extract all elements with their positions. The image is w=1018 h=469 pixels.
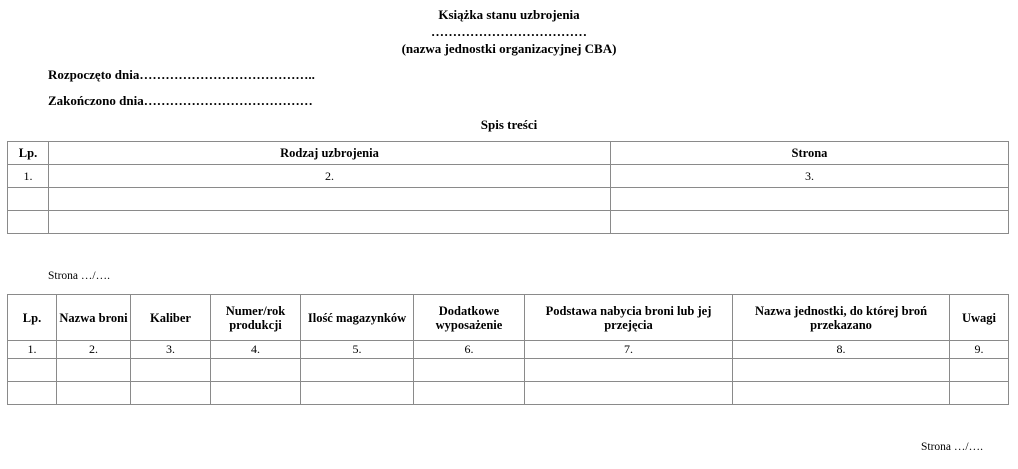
table-cell [733,359,950,382]
table-cell [8,359,57,382]
col-num: 3. [131,341,211,359]
table-cell [301,382,414,405]
table-cell [49,211,611,234]
col-num: 9. [950,341,1009,359]
col-num: 2. [57,341,131,359]
col-equipment: Dodatkowe wyposażenie [414,295,525,341]
col-magazine-count: Ilość magazynków [301,295,414,341]
table-cell [8,188,49,211]
table-cell [8,211,49,234]
table-cell [211,382,301,405]
document-title: Książka stanu uzbrojenia [438,7,580,22]
toc-title: Spis treści [480,117,538,132]
inventory-header-row [8,295,1009,341]
col-num: 4. [211,341,301,359]
table-cell [950,382,1009,405]
col-num: 5. [301,341,414,359]
toc-num-1: 1. [8,165,49,188]
toc-col-page: Strona [611,142,1009,165]
table-cell [525,382,733,405]
table-cell [950,359,1009,382]
unit-name-caption: (nazwa jednostki organizacyjnej CBA) [401,41,617,56]
col-num: 1. [8,341,57,359]
table-cell [611,211,1009,234]
table-cell [49,188,611,211]
toc-col-type: Rodzaj uzbrojenia [49,142,611,165]
table-cell [611,188,1009,211]
inventory-empty-row [8,359,1009,382]
page-number-label-1: Strona …/…. [48,270,110,282]
ended-date-field: Zakończono dnia………………………………… [48,93,313,108]
toc-empty-row [8,188,1009,211]
table-cell [57,359,131,382]
toc-num-3: 3. [611,165,1009,188]
table-cell [8,382,57,405]
col-remarks: Uwagi [950,295,1009,341]
toc-col-lp: Lp. [8,142,49,165]
table-cell [57,382,131,405]
toc-empty-row [8,211,1009,234]
col-weapon-name: Nazwa broni [57,295,131,341]
col-acquisition-basis: Podstawa nabycia broni lub jej przejęcia [525,295,733,341]
table-cell [301,359,414,382]
table-cell [525,359,733,382]
col-num: 8. [733,341,950,359]
table-cell [414,359,525,382]
toc-header-row [8,142,1009,165]
unit-name-dots: ……………………………… [431,24,587,39]
inventory-empty-row [8,382,1009,405]
page-number-label-2: Strona …/…. [921,441,983,453]
table-cell [211,359,301,382]
table-cell [733,382,950,405]
started-date-field: Rozpoczęto dnia………………………………….. [48,67,315,82]
inventory-number-row [8,341,1009,359]
col-num: 7. [525,341,733,359]
col-caliber: Kaliber [131,295,211,341]
toc-number-row [8,165,1009,188]
document-header [0,6,1018,57]
table-cell [414,382,525,405]
col-lp: Lp. [8,295,57,341]
inventory-table [7,294,1009,405]
toc-table [7,141,1009,234]
toc-num-2: 2. [49,165,611,188]
col-serial-year: Numer/rok produkcji [211,295,301,341]
col-recipient-unit: Nazwa jednostki, do której broń przekazano [733,295,950,341]
table-cell [131,382,211,405]
col-num: 6. [414,341,525,359]
table-cell [131,359,211,382]
